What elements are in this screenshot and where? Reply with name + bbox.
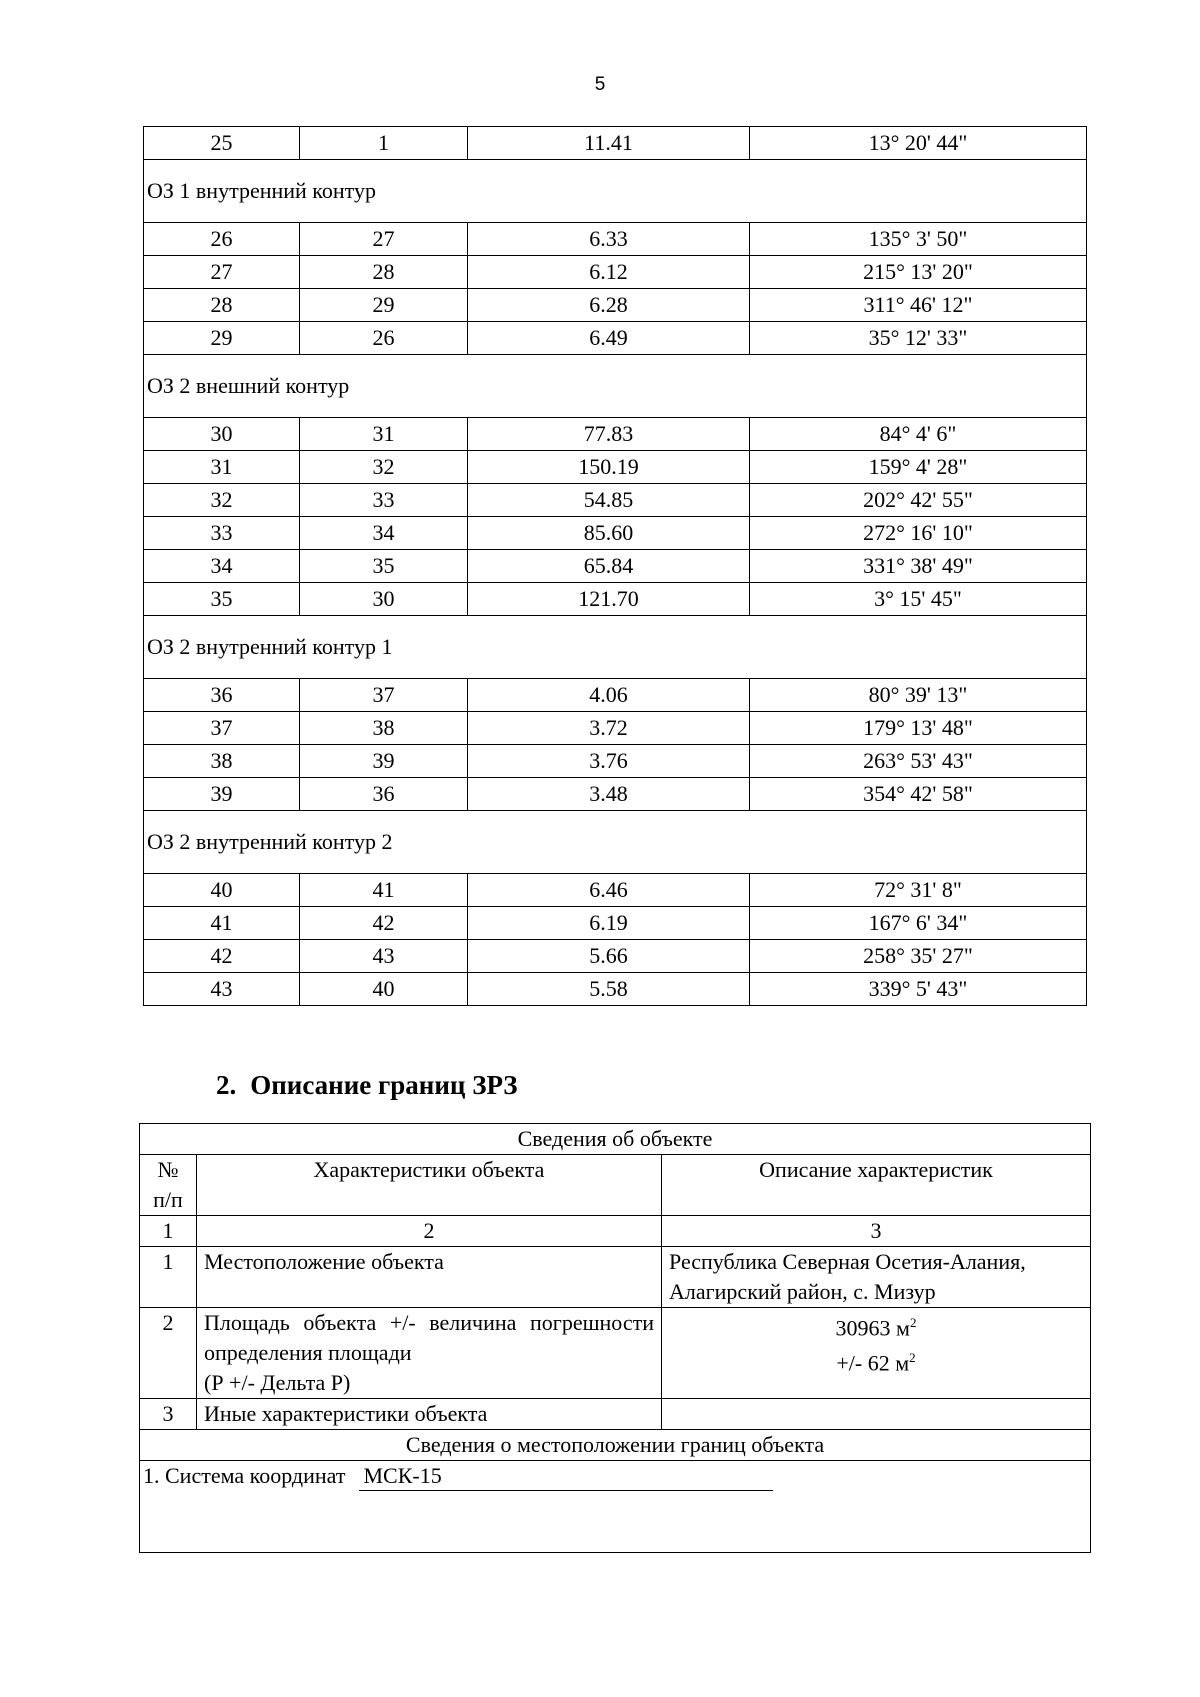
direction-angle: 339° 5' 43" — [750, 973, 1087, 1006]
from-point: 37 — [144, 712, 300, 745]
from-point: 33 — [144, 517, 300, 550]
to-point: 36 — [300, 778, 468, 811]
row-number: 3 — [140, 1399, 197, 1430]
distance: 3.72 — [468, 712, 750, 745]
from-point: 38 — [144, 745, 300, 778]
boundary-segments-table — [143, 126, 1087, 1006]
from-point: 25 — [144, 127, 300, 160]
direction-angle: 3° 15' 45" — [750, 583, 1087, 616]
section-row — [144, 616, 1087, 679]
direction-angle: 35° 12' 33" — [750, 322, 1087, 355]
table-row — [140, 1247, 1091, 1308]
distance: 3.48 — [468, 778, 750, 811]
direction-angle: 179° 13' 48" — [750, 712, 1087, 745]
row-number: 1 — [140, 1247, 197, 1308]
to-point: 1 — [300, 127, 468, 160]
table-row — [144, 778, 1087, 811]
to-point: 32 — [300, 451, 468, 484]
to-point: 39 — [300, 745, 468, 778]
to-point: 31 — [300, 418, 468, 451]
table-row — [144, 712, 1087, 745]
distance: 6.19 — [468, 907, 750, 940]
row-number: 2 — [140, 1308, 197, 1399]
direction-angle: 272° 16' 10" — [750, 517, 1087, 550]
distance: 3.76 — [468, 745, 750, 778]
section-title: ОЗ 2 внешний контур — [144, 355, 1087, 418]
location-header-row — [140, 1430, 1091, 1461]
direction-angle: 135° 3' 50" — [750, 223, 1087, 256]
row-name: Иные характеристики объекта — [197, 1399, 662, 1430]
from-point: 40 — [144, 874, 300, 907]
col-number-2: 2 — [197, 1216, 662, 1247]
to-point: 34 — [300, 517, 468, 550]
table-row — [144, 940, 1087, 973]
from-point: 30 — [144, 418, 300, 451]
col-header-characteristics: Характеристики объекта — [197, 1155, 662, 1216]
from-point: 34 — [144, 550, 300, 583]
from-point: 39 — [144, 778, 300, 811]
section-title: ОЗ 1 внутренний контур — [144, 160, 1087, 223]
section-title: Описание границ ЗРЗ — [250, 1070, 518, 1100]
coordinate-system-row — [140, 1461, 1091, 1553]
area-label-extra: (Р +/- Дельта Р) — [204, 1370, 351, 1395]
row-description — [662, 1308, 1091, 1399]
page-number: 5 — [594, 74, 606, 95]
from-point: 28 — [144, 289, 300, 322]
direction-angle: 202° 42' 55" — [750, 484, 1087, 517]
table-row — [144, 223, 1087, 256]
to-point: 41 — [300, 874, 468, 907]
col-header-description: Описание характеристик — [662, 1155, 1091, 1216]
direction-angle: 167° 6' 34" — [750, 907, 1087, 940]
direction-angle: 84° 4' 6" — [750, 418, 1087, 451]
direction-angle: 331° 38' 49" — [750, 550, 1087, 583]
table-row — [140, 1308, 1091, 1399]
distance: 5.58 — [468, 973, 750, 1006]
table-row — [144, 322, 1087, 355]
direction-angle: 354° 42' 58" — [750, 778, 1087, 811]
section-row — [144, 355, 1087, 418]
col-number-3: 3 — [662, 1216, 1091, 1247]
distance: 6.12 — [468, 256, 750, 289]
table-row — [144, 484, 1087, 517]
direction-angle: 159° 4' 28" — [750, 451, 1087, 484]
to-point: 28 — [300, 256, 468, 289]
distance: 77.83 — [468, 418, 750, 451]
table-row — [144, 517, 1087, 550]
distance: 150.19 — [468, 451, 750, 484]
section-title: ОЗ 2 внутренний контур 2 — [144, 811, 1087, 874]
from-point: 29 — [144, 322, 300, 355]
object-info-table — [139, 1123, 1091, 1553]
section-number: 2. — [216, 1070, 237, 1100]
from-point: 41 — [144, 907, 300, 940]
row-description — [662, 1399, 1091, 1430]
location-header: Сведения о местоположении границ объекта — [140, 1430, 1091, 1461]
distance: 85.60 — [468, 517, 750, 550]
col-header-number: № п/п — [140, 1155, 197, 1216]
table-row — [144, 418, 1087, 451]
distance: 6.49 — [468, 322, 750, 355]
to-point: 33 — [300, 484, 468, 517]
table-row — [144, 256, 1087, 289]
row-name: Местоположение объекта — [197, 1247, 662, 1308]
to-point: 29 — [300, 289, 468, 322]
from-point: 35 — [144, 583, 300, 616]
to-point: 37 — [300, 679, 468, 712]
section-row — [144, 811, 1087, 874]
table-row — [140, 1399, 1091, 1430]
to-point: 38 — [300, 712, 468, 745]
distance: 6.46 — [468, 874, 750, 907]
table-row — [144, 679, 1087, 712]
row-description — [662, 1247, 1091, 1308]
coord-value: МСК-15 — [359, 1462, 773, 1491]
location-line-1: Республика Северная Осетия-Алания, — [669, 1249, 1026, 1274]
col-number-1: 1 — [140, 1216, 197, 1247]
table-row — [144, 127, 1087, 160]
direction-angle: 263° 53' 43" — [750, 745, 1087, 778]
to-point: 43 — [300, 940, 468, 973]
distance: 54.85 — [468, 484, 750, 517]
column-numbers-row — [140, 1216, 1091, 1247]
table-row — [144, 289, 1087, 322]
coord-label: 1. Система координат — [143, 1463, 346, 1488]
distance: 121.70 — [468, 583, 750, 616]
distance: 5.66 — [468, 940, 750, 973]
section-title: ОЗ 2 внутренний контур 1 — [144, 616, 1087, 679]
direction-angle: 258° 35' 27" — [750, 940, 1087, 973]
table-row — [144, 907, 1087, 940]
to-point: 42 — [300, 907, 468, 940]
to-point: 26 — [300, 322, 468, 355]
area-label: Площадь объекта +/- величина погрешности определения площади — [204, 1310, 654, 1365]
distance: 6.33 — [468, 223, 750, 256]
to-point: 35 — [300, 550, 468, 583]
from-point: 31 — [144, 451, 300, 484]
from-point: 32 — [144, 484, 300, 517]
location-line-2: Алагирский район, с. Мизур — [669, 1279, 936, 1304]
to-point: 30 — [300, 583, 468, 616]
direction-angle: 13° 20' 44" — [750, 127, 1087, 160]
table-row — [144, 874, 1087, 907]
direction-angle: 311° 46' 12" — [750, 289, 1087, 322]
direction-angle: 72° 31' 8" — [750, 874, 1087, 907]
area-error: +/- 62 $м^2$ — [836, 1350, 916, 1376]
from-point: 27 — [144, 256, 300, 289]
distance: 4.06 — [468, 679, 750, 712]
to-point: 27 — [300, 223, 468, 256]
object-info-header: Сведения об объекте — [140, 1124, 1091, 1155]
row-name — [197, 1308, 662, 1399]
direction-angle: 80° 39' 13" — [750, 679, 1087, 712]
table-row — [144, 451, 1087, 484]
object-info-header-row — [140, 1124, 1091, 1155]
area-value: 30963 $м^2$ — [835, 1315, 917, 1341]
from-point: 42 — [144, 940, 300, 973]
coordinate-system-cell — [140, 1461, 1091, 1553]
distance: 6.28 — [468, 289, 750, 322]
table-row — [144, 973, 1087, 1006]
distance: 11.41 — [468, 127, 750, 160]
column-headers-row — [140, 1155, 1091, 1216]
from-point: 43 — [144, 973, 300, 1006]
to-point: 40 — [300, 973, 468, 1006]
section-heading — [216, 1070, 518, 1101]
direction-angle: 215° 13' 20" — [750, 256, 1087, 289]
from-point: 26 — [144, 223, 300, 256]
table-row — [144, 745, 1087, 778]
section-row — [144, 160, 1087, 223]
distance: 65.84 — [468, 550, 750, 583]
table-row — [144, 583, 1087, 616]
from-point: 36 — [144, 679, 300, 712]
table-row — [144, 550, 1087, 583]
